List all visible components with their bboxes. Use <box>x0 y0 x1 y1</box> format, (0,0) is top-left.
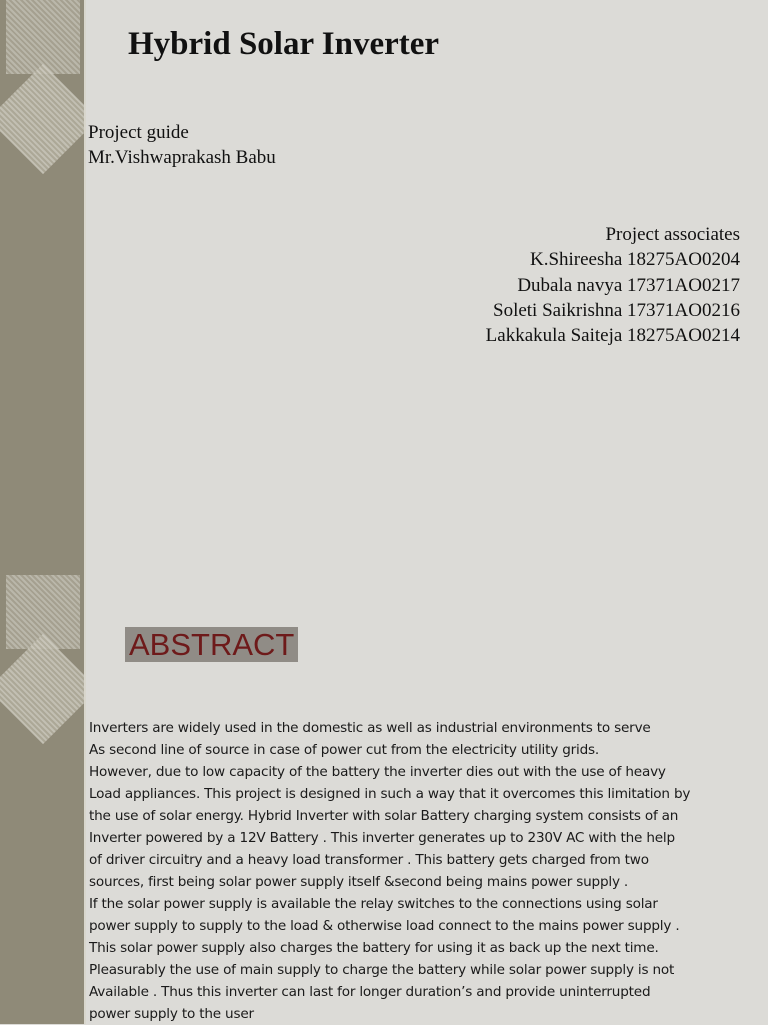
pattern-diamond <box>0 64 86 174</box>
abstract-line: sources, first being solar power supply itself &second being mains power supply . <box>89 874 629 890</box>
abstract-line: the use of solar energy. Hybrid Inverter with solar Battery charging system consists of an <box>89 808 679 824</box>
abstract-line: power supply to the user <box>89 1006 254 1022</box>
project-associates <box>486 222 740 348</box>
abstract-line: Pleasurably the use of main supply to charge the battery while solar power supply is not <box>89 962 675 978</box>
abstract-line: Inverters are widely used in the domestic as well as industrial environments to serve <box>89 720 651 736</box>
project-guide-name: Mr.Vishwaprakash Babu <box>88 147 276 168</box>
abstract-line: This solar power supply also charges the battery for using it as back up the next time. <box>89 940 659 956</box>
pattern-diamond <box>0 634 86 744</box>
abstract-line: power supply to supply to the load & otherwise load connect to the mains power supply . <box>89 918 680 934</box>
associate-item: K.Shireesha 18275AO0204 <box>529 249 740 271</box>
abstract-line: If the solar power supply is available the relay switches to the connections using solar <box>89 896 658 912</box>
abstract-line: Available . Thus this inverter can last for longer duration’s and provide uninterrupted <box>89 984 651 1000</box>
abstract-heading: ABSTRACT <box>125 627 298 662</box>
decorative-sidebar <box>0 0 86 1024</box>
project-guide <box>88 120 276 170</box>
sidebar-edge <box>84 0 86 1024</box>
abstract-line: However, due to low capacity of the battery the inverter dies out with the use of heavy <box>89 764 666 780</box>
abstract-line: Load appliances. This project is designed in such a way that it overcomes this limitation by <box>89 786 691 802</box>
abstract-line: Inverter powered by a 12V Battery . This inverter generates up to 230V AC with the help <box>89 830 675 846</box>
abstract-line: of driver circuitry and a heavy load transformer . This battery gets charged from two <box>89 852 649 868</box>
project-guide-label: Project guide <box>88 122 189 143</box>
project-associates-label: Project associates <box>605 224 740 245</box>
associate-item: Lakkakula Saiteja 18275AO0214 <box>485 325 740 347</box>
abstract-text <box>89 717 765 1025</box>
associate-item: Soleti Saikrishna 17371AO0216 <box>493 299 740 321</box>
abstract-line: As second line of source in case of power cut from the electricity utility grids. <box>89 742 600 758</box>
page-title: Hybrid Solar Inverter <box>128 26 440 62</box>
associate-item: Dubala navya 17371AO0217 <box>517 274 740 296</box>
